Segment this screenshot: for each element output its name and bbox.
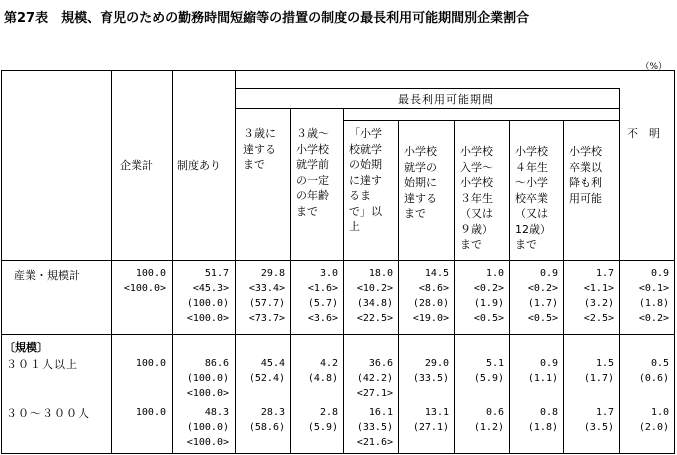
cell-total-c1: 29.8 <33.4> (57.7) <73.7> — [248, 268, 285, 324]
col-divider — [235, 70, 236, 454]
row-divider — [1, 260, 675, 261]
cell-301-c1: 45.4 (52.4) — [248, 358, 285, 384]
data-table — [1, 70, 675, 454]
cell-30-c7: 1.7 (3.5) — [583, 407, 614, 433]
cell-30-c5: 0.6 (1.2) — [473, 407, 504, 433]
header-has-system: 制度あり — [177, 159, 221, 172]
cell-301-c3: 36.6 (42.2) <27.1> — [356, 358, 393, 399]
col-divider — [619, 88, 620, 454]
cell-301-c8: 0.5 (0.6) — [638, 358, 669, 384]
cell-total-c2: 3.0 <1.6> (5.7) <3.6> — [307, 268, 338, 324]
cell-301-c5: 5.1 (5.9) — [473, 358, 504, 384]
col-divider — [290, 108, 291, 454]
cell-total-c3: 18.0 <10.2> (34.8) <22.5> — [356, 268, 393, 324]
cell-301-has-system: 86.6 (100.0) <100.0> — [186, 358, 229, 399]
cell-30-c6: 0.8 (1.8) — [527, 407, 558, 433]
header-school-start: 小学校 就学の 始期に 達する まで — [404, 145, 437, 220]
header-school-start-quote: 「小学 校就学 の始期 に達す るま で」以 上 — [349, 127, 382, 233]
cell-301-c2: 4.2 (4.8) — [307, 358, 338, 384]
col-divider — [398, 120, 399, 454]
row-label-30-300: ３０～３００人 — [6, 407, 90, 420]
cell-30-c8: 1.0 (2.0) — [638, 407, 669, 433]
row-label-301: ３０１人以上 — [6, 358, 78, 371]
header-age3: ３歳に 達する まで — [243, 127, 276, 171]
cell-total-c5: 1.0 <0.2> (1.9) <0.5> — [473, 268, 504, 324]
row-label-total: 産業・規模計 — [14, 269, 80, 282]
scale-heading: 〔規模〕 — [4, 341, 48, 354]
header-max-period: 最長利用可能期間 — [398, 93, 494, 106]
header-grade3: 小学校 入学～ 小学校 ３年生 （又は ９歳） まで — [460, 145, 493, 251]
col-divider — [343, 108, 344, 454]
col-divider — [454, 120, 455, 454]
cell-30-c4: 13.1 (27.1) — [412, 407, 449, 433]
cell-30-company: 100.0 — [135, 407, 166, 418]
unit-label: （%） — [640, 62, 667, 72]
col-divider — [111, 70, 112, 454]
cell-301-company: 100.0 — [135, 358, 166, 369]
cell-total-company: 100.0 <100.0> — [123, 268, 166, 294]
cell-301-c4: 29.0 (33.5) — [412, 358, 449, 384]
cell-total-c4: 14.5 <8.6> (28.0) <19.0> — [412, 268, 449, 324]
cell-30-c2: 2.8 (5.9) — [307, 407, 338, 433]
col-divider — [172, 70, 173, 454]
cell-30-c3: 16.1 (33.5) <21.6> — [356, 407, 393, 448]
row-divider — [235, 88, 620, 89]
cell-301-c7: 1.5 (1.7) — [583, 358, 614, 384]
row-divider — [1, 334, 675, 335]
cell-total-c7: 1.7 <1.1> (3.2) <2.5> — [583, 268, 614, 324]
header-unknown: 不 明 — [627, 127, 660, 140]
cell-total-c8: 0.9 <0.1> (1.8) <0.2> — [638, 268, 669, 324]
col-divider — [563, 120, 564, 454]
row-divider — [235, 108, 620, 109]
header-company-total: 企業計 — [120, 159, 153, 172]
row-divider — [343, 120, 620, 121]
header-age3-pre: ３歳～ 小学校 就学前 の一定 の年齢 まで — [296, 127, 329, 218]
cell-30-c1: 28.3 (58.6) — [248, 407, 285, 433]
header-after-grad: 小学校 卒業以 降も利 用可能 — [569, 145, 602, 205]
cell-30-has-system: 48.3 (100.0) <100.0> — [186, 407, 229, 448]
header-grade4: 小学校 ４年生 ～小学 校卒業 （又は 12歳） まで — [515, 145, 551, 251]
col-divider — [509, 120, 510, 454]
cell-total-c6: 0.9 <0.2> (1.7) <0.5> — [527, 268, 558, 324]
cell-301-c6: 0.9 (1.1) — [527, 358, 558, 384]
cell-total-has-system: 51.7 <45.3> (100.0) <100.0> — [186, 268, 229, 324]
table-title: 第27表 規模、育児のための勤務時間短縮等の措置の制度の最長利用可能期間別企業割合 — [4, 11, 530, 26]
